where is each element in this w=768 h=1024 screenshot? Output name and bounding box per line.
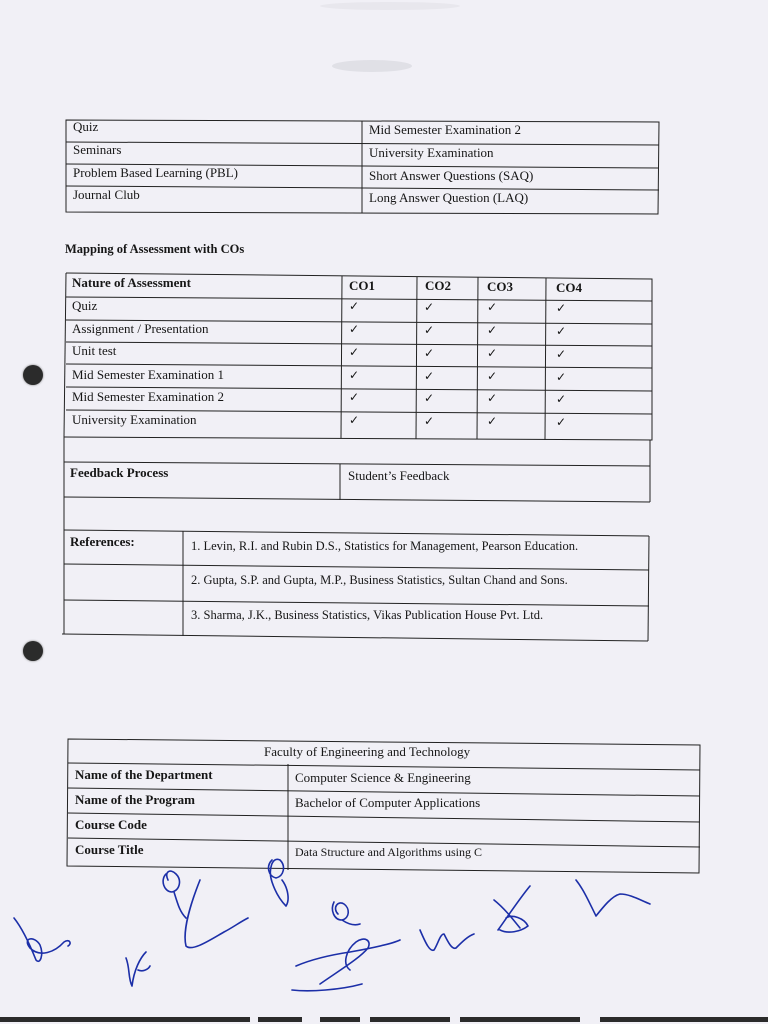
- check-mark: ✓: [487, 414, 498, 428]
- mapping-title: Mapping of Assessment with COs: [65, 242, 245, 256]
- signature-6: [292, 939, 400, 991]
- check-mark: ✓: [424, 323, 435, 337]
- check-mark: ✓: [487, 323, 498, 337]
- assessment-cell: Seminars: [73, 142, 122, 157]
- footer-mark: [460, 1017, 580, 1022]
- mapping-row-label: Unit test: [72, 343, 117, 358]
- check-mark: ✓: [556, 324, 567, 338]
- signature-2: [126, 952, 150, 986]
- check-mark: ✓: [487, 391, 498, 405]
- assessment-cell: University Examination: [369, 145, 494, 160]
- check-mark: ✓: [424, 391, 435, 405]
- check-mark: ✓: [556, 370, 567, 384]
- faculty-title: Faculty of Engineering and Technology: [264, 744, 471, 759]
- check-mark: ✓: [349, 390, 360, 404]
- check-mark: ✓: [424, 414, 435, 428]
- check-mark: ✓: [349, 413, 360, 427]
- check-mark: ✓: [349, 368, 360, 382]
- check-mark: ✓: [349, 345, 360, 359]
- check-mark: ✓: [556, 301, 567, 315]
- mapping-header-co4: CO4: [556, 280, 582, 295]
- reference-item: 2. Gupta, S.P. and Gupta, M.P., Business Statistics, Sultan Chand and Sons.: [191, 573, 568, 587]
- mapping-row-label: Mid Semester Examination 1: [72, 367, 225, 382]
- footer-mark: [370, 1017, 450, 1022]
- check-mark: ✓: [556, 415, 567, 429]
- footer-mark: [258, 1017, 302, 1022]
- assessment-cell: Quiz: [73, 119, 99, 134]
- check-mark: ✓: [424, 346, 435, 360]
- feedback-value: Student’s Feedback: [348, 468, 450, 483]
- mapping-row-label: University Examination: [72, 412, 197, 427]
- footer-mark: [320, 1017, 360, 1022]
- check-mark: ✓: [424, 300, 435, 314]
- check-mark: ✓: [487, 369, 498, 383]
- references-label: References:: [70, 534, 135, 549]
- signature-3: [163, 871, 248, 948]
- assessment-cell: Short Answer Questions (SAQ): [369, 168, 534, 183]
- course-info-label: Name of the Department: [75, 767, 213, 782]
- assessment-cell: Mid Semester Examination 2: [369, 122, 522, 137]
- assessment-cell: Long Answer Question (LAQ): [369, 190, 529, 205]
- check-mark: ✓: [487, 300, 498, 314]
- course-info-label: Name of the Program: [75, 792, 195, 807]
- check-mark: ✓: [424, 369, 435, 383]
- mapping-row-label: Mid Semester Examination 2: [72, 389, 225, 404]
- mapping-row-label: Assignment / Presentation: [72, 321, 209, 336]
- reference-item: 3. Sharma, J.K., Business Statistics, Vikas Publication House Pvt. Ltd.: [191, 608, 544, 622]
- mapping-header-co1: CO1: [349, 278, 375, 293]
- assessment-cell: Journal Club: [73, 187, 140, 202]
- reference-item: 1. Levin, R.I. and Rubin D.S., Statistics for Management, Pearson Education.: [191, 539, 579, 553]
- course-info-label: Course Code: [75, 817, 147, 832]
- assessment-cell: Problem Based Learning (PBL): [73, 165, 238, 180]
- signature-9: [576, 880, 650, 916]
- check-mark: ✓: [349, 322, 360, 336]
- check-mark: ✓: [349, 299, 360, 313]
- course-info-label: Course Title: [75, 842, 144, 857]
- course-info-value: Data Structure and Algorithms using C: [295, 845, 482, 859]
- signature-8: [494, 886, 530, 932]
- mapping-header-co3: CO3: [487, 279, 513, 294]
- signature-7: [420, 930, 474, 950]
- signature-4: [269, 859, 289, 906]
- mapping-header-nature: Nature of Assessment: [72, 275, 191, 290]
- signature-1: [14, 918, 70, 961]
- feedback-label: Feedback Process: [70, 465, 169, 480]
- mapping-row-label: Quiz: [72, 298, 98, 313]
- footer-mark: [600, 1017, 768, 1022]
- course-info-value: Bachelor of Computer Applications: [295, 795, 481, 810]
- check-mark: ✓: [556, 392, 567, 406]
- mapping-header-co2: CO2: [425, 278, 451, 293]
- course-info-value: Computer Science & Engineering: [295, 770, 471, 785]
- check-mark: ✓: [556, 347, 567, 361]
- signature-5: [332, 902, 360, 925]
- footer-mark: [0, 1017, 250, 1022]
- check-mark: ✓: [487, 346, 498, 360]
